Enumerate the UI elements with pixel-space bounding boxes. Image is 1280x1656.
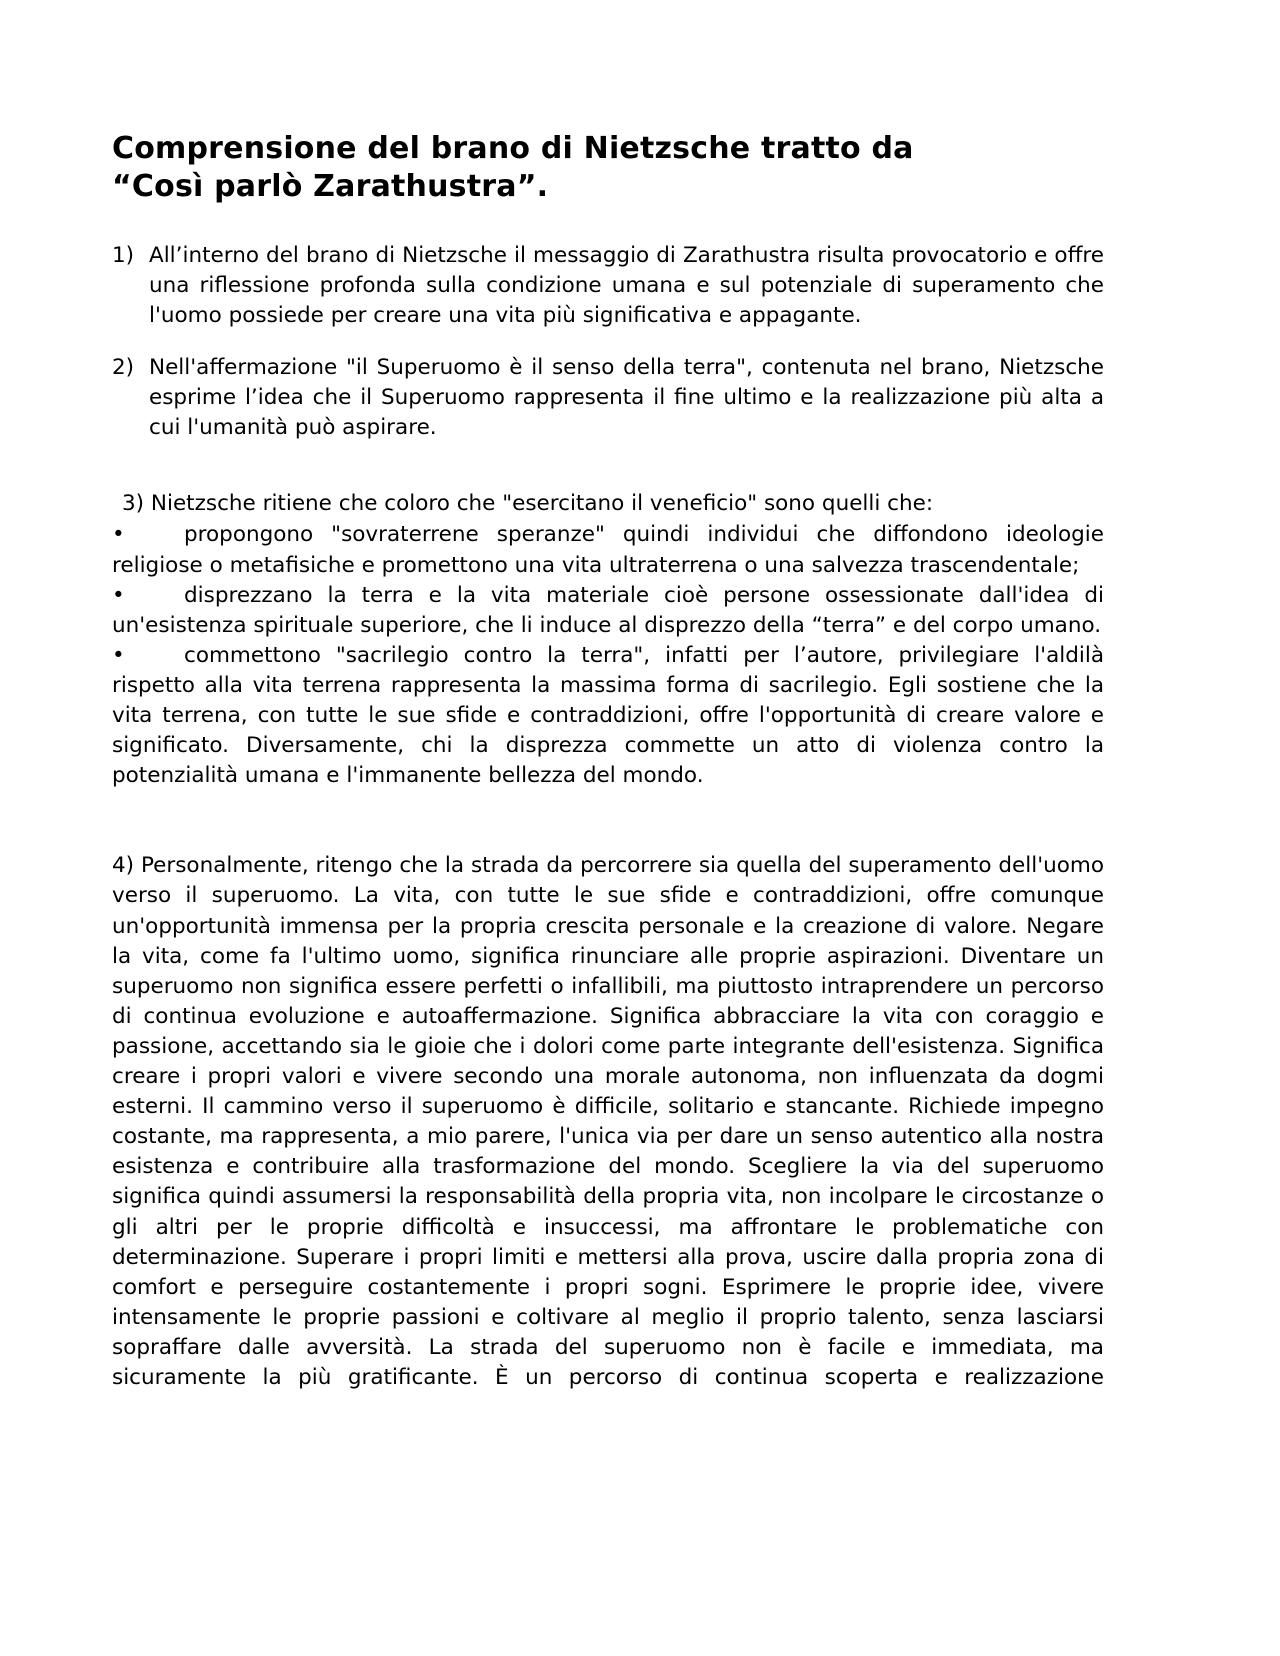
bullet-item-3 <box>112 641 1104 791</box>
numbered-item-3 <box>112 489 1104 821</box>
bullet-item-2 <box>112 581 1104 641</box>
page-title-line-1: Comprensione del brano di Nietzsche tratto da <box>112 131 914 166</box>
item-marker-2: 2) <box>112 355 135 381</box>
spacer-before-item-4 <box>112 821 1104 851</box>
bullet-text-3: commettono "sacrilegio contro la terra", infatti per l’autore, privilegiare l'aldilà rispetto alla vita terrena rappresenta la massima forma di sacrilegio. Egli sostiene che la vita terrena, con tutte le sue sfide e contraddizioni, offre l'opportunità di creare valore e significato. Diversamente, chi la disprezza commette un atto di violenza contro la potenzialità umana e l'immanente bellezza del mondo. <box>112 642 1104 789</box>
item-marker-1: 1) <box>112 242 135 268</box>
bullet-icon: • <box>112 642 125 668</box>
bullet-text-2: disprezzano la terra e la vita materiale cioè persone ossessionate dall'idea di un'esistenza spirituale superiore, che li induce al disprezzo della “terra” e del corpo umano. <box>112 582 1104 638</box>
numbered-item-2 <box>112 353 1104 443</box>
spacer-before-item-3 <box>112 465 1104 489</box>
item-text-1: All’interno del brano di Nietzsche il messaggio di Zarathustra risulta provocatorio e offre una riflessione profonda sulla condizione umana e sul potenziale di superamento che l'uomo possiede per creare una vita più significativa e appagante. <box>149 242 1104 328</box>
item-lead-3: 3) Nietzsche ritiene che coloro che "esercitano il veneficio" sono quelli che: <box>122 491 934 517</box>
bullet-icon: • <box>112 522 125 548</box>
numbered-item-1 <box>112 241 1104 331</box>
numbered-item-4: 4) Personalmente, ritengo che la strada da percorrere sia quella del superamento dell'uomo verso il superuomo. La vita, con tutte le sue sfide e contraddizioni, offre comunque un'opportunità immensa per la propria crescita personale e la creazione di valore. Negare la vita, come fa l'ultimo uomo, significa rinunciare alle proprie aspirazioni. Diventare un superuomo non significa essere perfetti o infallibili, ma piuttosto intraprendere un percorso di continua evoluzione e autoaffermazione. Significa abbracciare la vita con coraggio e passione, accettando sia le gioie che i dolori come parte integrante dell'esistenza. Significa creare i propri valori e vivere secondo una morale autonoma, non influenzata da dogmi esterni. Il cammino verso il superuomo è difficile, solitario e stancante. Richiede impegno costante, ma rappresenta, a mio parere, l'unica via per dare un senso autentico alla nostra esistenza e contribuire alla trasformazione del mondo. Scegliere la via del superuomo significa quindi assumersi la responsabilità della propria vita, non incolpare le circostanze o gli altri per le proprie difficoltà e insuccessi, ma affrontare le problematiche con determinazione. Superare i propri limiti e mettersi alla prova, uscire dalla propria zona di comfort e perseguire costantemente i propri sogni. Esprimere le proprie idee, vivere intensamente le proprie passioni e coltivare al meglio il proprio talento, senza lasciarsi sopraffare dalle avversità. La strada del superuomo non è facile e immediata, ma sicuramente la più gratificante. È un percorso di continua scoperta e realizzazione <box>112 853 1104 1390</box>
item-text-2: Nell'affermazione "il Superuomo è il senso della terra", contenuta nel brano, Nietzsche esprime l’idea che il Superuomo rappresenta il fine ultimo e la realizzazione più alta a cui l'umanità può aspirare. <box>149 355 1104 441</box>
bullet-item-1 <box>112 520 1104 580</box>
bullet-text-1: propongono "sovraterrene speranze" quindi individui che diffondono ideologie religiose o metafisiche e promettono una vita ultraterrena o una salvezza trascendentale; <box>112 522 1104 578</box>
bullet-icon: • <box>112 582 125 608</box>
page-title <box>112 130 1072 207</box>
page-title-line-2: “Così parlò Zarathustra”. <box>112 169 549 205</box>
